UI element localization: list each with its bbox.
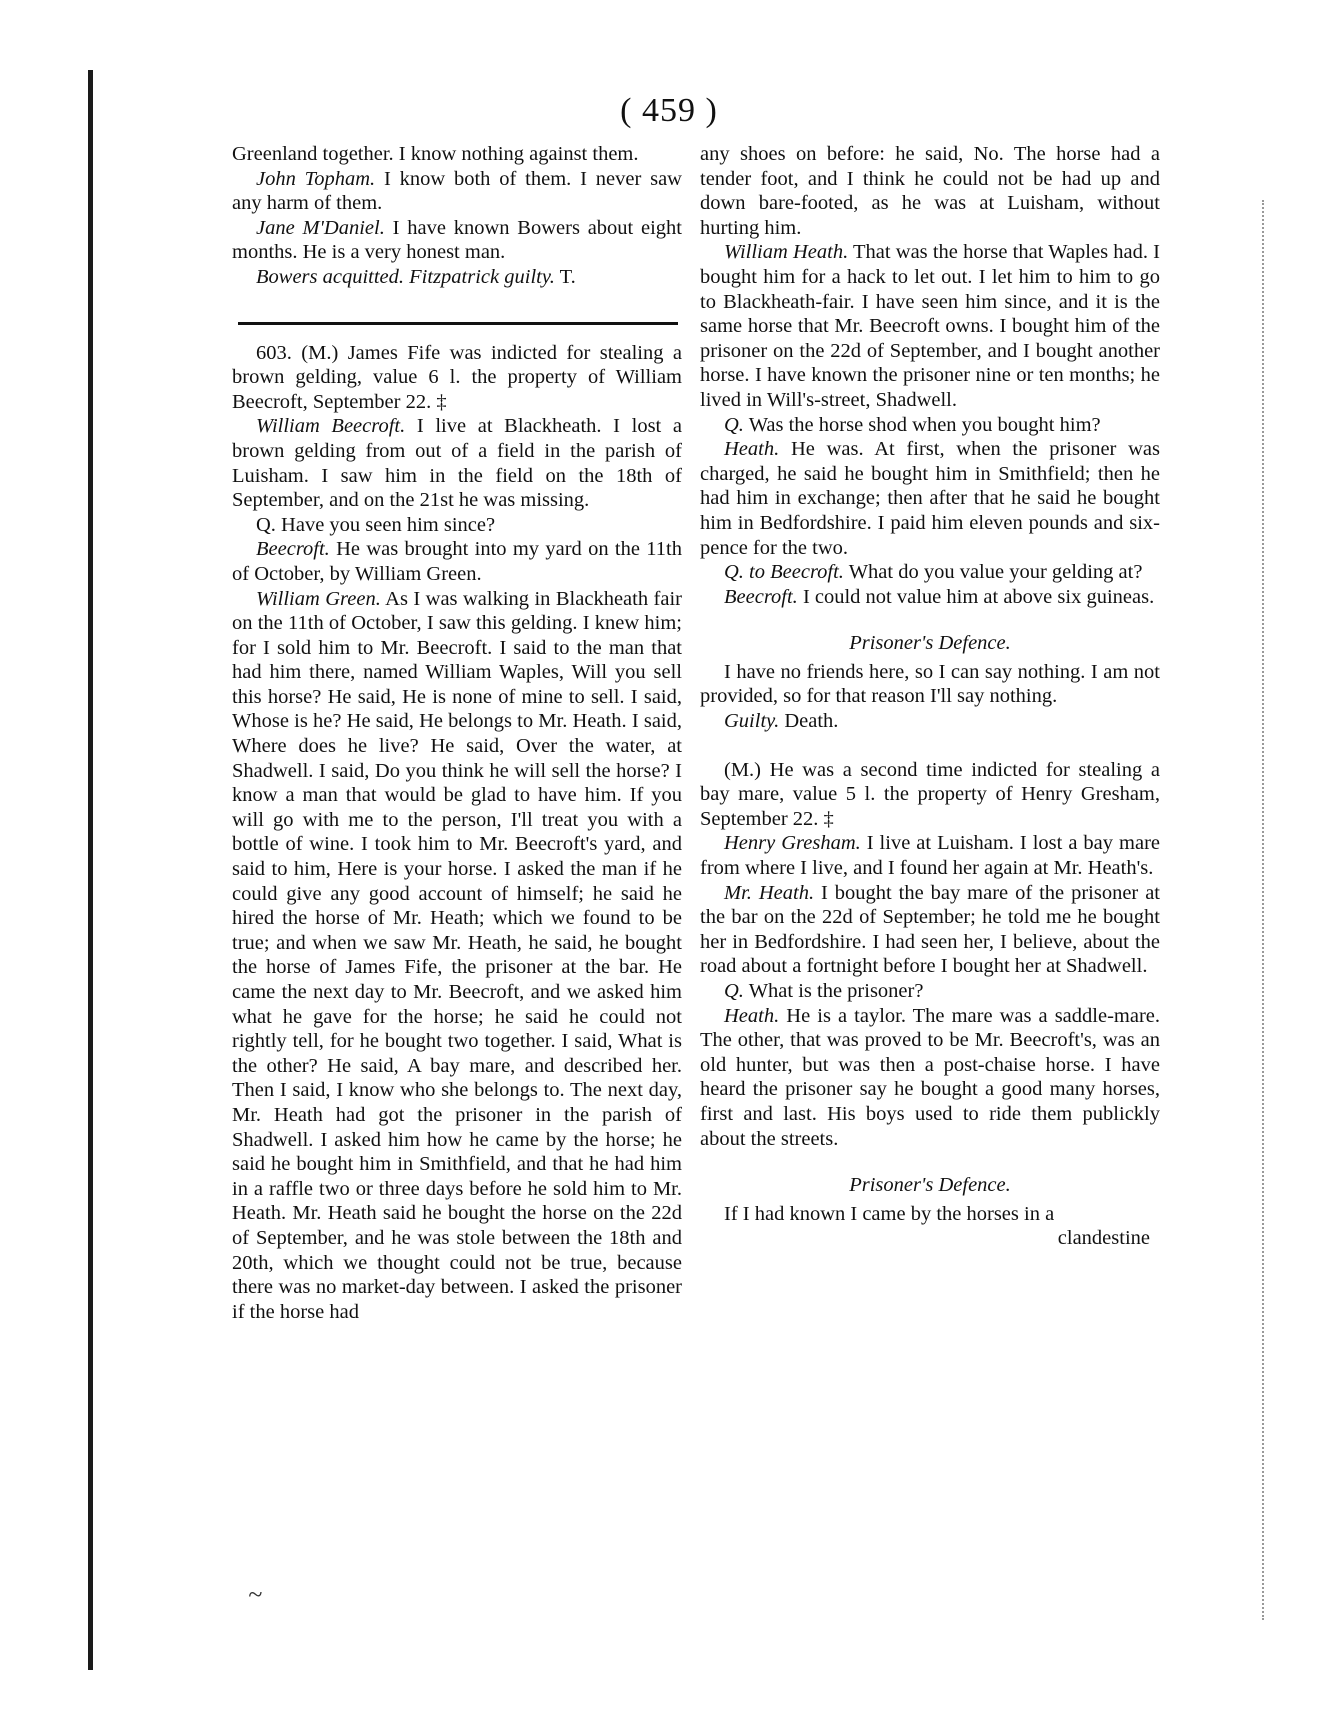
testimony-text: Was the horse shod when you bought him? bbox=[743, 413, 1101, 436]
verdict-text: Bowers acquitted. Fitzpatrick guilty. bbox=[256, 265, 555, 288]
continued-paragraph: Greenland together. I know nothing against them. bbox=[232, 143, 639, 165]
scan-edge-left bbox=[88, 70, 93, 1670]
speaker-name: Beecroft. bbox=[256, 538, 330, 561]
testimony-text: Q. Have you seen him since? bbox=[256, 513, 496, 536]
speaker-name: Beecroft. bbox=[724, 585, 798, 608]
testimony-paragraph bbox=[700, 1004, 1160, 1152]
left-column bbox=[232, 142, 682, 1324]
page-number: ( 459 ) bbox=[620, 92, 718, 129]
speaker-name: Mr. Heath. bbox=[724, 881, 815, 904]
testimony-paragraph bbox=[700, 831, 1160, 880]
section-heading: Prisoner's Defence. bbox=[849, 632, 1011, 655]
testimony-paragraph bbox=[700, 979, 1160, 1004]
stray-pen-mark: ~ bbox=[248, 1580, 263, 1609]
right-column bbox=[700, 142, 1160, 1251]
testimony-paragraph bbox=[232, 513, 682, 538]
speaker-name: Heath. bbox=[724, 438, 780, 461]
testimony-paragraph bbox=[700, 560, 1160, 585]
testimony-paragraph bbox=[700, 437, 1160, 560]
paragraph-spacer bbox=[700, 734, 1160, 758]
verdict-line bbox=[700, 709, 1160, 734]
testimony-text: I live at Luisham. I lost a bay mare from where I live, and I found her again at Mr. Heath's. bbox=[700, 832, 1160, 880]
speaker-name: Q. bbox=[724, 413, 744, 436]
testimony-text: I bought the bay mare of the prisoner at the bar on the 22d of September; he told me he bought her in Bedfordshire. I had seen her, I believe, about the road about a fortnight before I bought her at Shadwell. bbox=[700, 881, 1160, 978]
verdict-mark: Death. bbox=[779, 710, 839, 733]
testimony-paragraph bbox=[232, 414, 682, 512]
section-rule bbox=[238, 322, 678, 325]
testimony-text: That was the horse that Waples had. I bought him for a hack to let out. I let him to him to go to Blackheath-fair. I have seen him since, and it is the same horse that Mr. Beecroft owns. I bought him of the prisoner on the 22d of September, and I bought another horse. I have known the prisoner nine or ten months; he lived in Will's-street, Shadwell. bbox=[700, 241, 1160, 411]
section-heading: Prisoner's Defence. bbox=[849, 1174, 1011, 1197]
testimony-paragraph bbox=[700, 240, 1160, 412]
testimony-paragraph bbox=[700, 881, 1160, 979]
verdict-text: Guilty. bbox=[724, 710, 780, 733]
testimony-paragraph bbox=[700, 660, 1160, 709]
speaker-name: Henry Gresham. bbox=[724, 832, 861, 855]
testimony-text: I have known Bowers about eight months. He is a very honest man. bbox=[232, 216, 683, 264]
testimony-text: If I had known I came by the horses in a bbox=[724, 1202, 1055, 1225]
testimony-paragraph bbox=[700, 758, 1160, 832]
testimony-paragraph bbox=[232, 587, 682, 1325]
testimony-text: He is a taylor. The mare was a saddle-mare. The other, that was proved to be Mr. Beecroft's, was an old hunter, but was then a post-chaise horse. I have heard the prisoner say he bought a good many horses, first and last. His boys used to ride them publickly about the streets. bbox=[700, 1004, 1160, 1150]
testimony-text: (M.) He was a second time indicted for stealing a bay mare, value 5 l. the property of Henry Gresham, September 22. ‡ bbox=[700, 758, 1160, 830]
testimony-paragraph bbox=[232, 167, 682, 216]
scan-edge-right bbox=[1262, 200, 1265, 1620]
testimony-text: What do you value your gelding at? bbox=[843, 561, 1143, 584]
speaker-name: William Beecroft. bbox=[256, 415, 406, 438]
testimony-paragraph bbox=[700, 413, 1160, 438]
testimony-paragraph bbox=[232, 341, 682, 415]
testimony-paragraph bbox=[700, 585, 1160, 610]
speaker-name: Heath. bbox=[724, 1004, 780, 1027]
testimony-paragraph bbox=[232, 216, 682, 265]
catchword: clandestine bbox=[1057, 1227, 1150, 1250]
speaker-name: William Green. bbox=[256, 587, 381, 610]
speaker-name: Jane M'Daniel. bbox=[256, 216, 385, 239]
speaker-name: John Topham. bbox=[256, 167, 376, 190]
testimony-text: I live at Blackheath. I lost a brown gelding from out of a field in the parish of Luisham. I saw him in the field on the 18th of September, and on the 21st he was missing. bbox=[232, 415, 682, 512]
testimony-text: As I was walking in Blackheath fair on the 11th of October, I saw this gelding. I knew him; for I sold him to Mr. Beecroft. I said to the man that had him there, named William Waples, Will you sell this horse? He said, He is none of mine to sell. I said, Whose is he? He said, He belongs to Mr. Heath. I said, Where does he live? He said, Over the water, at Shadwell. I said, Do you think he will sell the horse? I know a man that would be glad to have him. If you will go with me to the person, I'll treat you with a bottle of wine. I took him to Mr. Beecroft's yard, and said to him, Here is your horse. I asked the man if he could give any good account of himself; he said he hired the horse of Mr. Heath; which we found to be true; and when we saw Mr. Heath, he said, he bought the horse of James Fife, the prisoner at the bar. He came the next day to Mr. Beecroft, and we asked him what he gave for the horse; he said he could not rightly tell, for he bought two together. I said, What is the other? He said, A bay mare, and described her. Then I said, I know who she belongs to. The next day, Mr. Heath had got the prisoner in the parish of Shadwell. I asked him how he came by the horse; he said he bought him in Smithfield, and that he had him in a raffle two or three days before he sold him to Mr. Heath. Mr. Heath said he bought the horse on the 22d of September, and he was stole between the 18th and 20th, which we thought could not be true, because there was no market-day between. I asked the prisoner if the horse had bbox=[232, 587, 682, 1323]
testimony-text: He was brought into my yard on the 11th of October, by William Green. bbox=[232, 538, 682, 585]
testimony-text: 603. (M.) James Fife was indicted for stealing a brown gelding, value 6 l. the property of William Beecroft, September 22. ‡ bbox=[232, 341, 682, 413]
testimony-paragraph bbox=[700, 1202, 1160, 1227]
testimony-text: I have no friends here, so I can say nothing. I am not provided, so for that reason I'll say nothing. bbox=[700, 660, 1160, 708]
verdict-line bbox=[232, 265, 682, 290]
verdict-mark: T. bbox=[554, 265, 576, 288]
speaker-name: William Heath. bbox=[724, 241, 849, 264]
speaker-name: Q. to Beecroft. bbox=[724, 561, 844, 584]
speaker-name: Q. bbox=[724, 980, 744, 1002]
continued-paragraph: any shoes on before: he said, No. The horse had a tender foot, and I think he could not be had up and down bare-footed, as he was at Luisham, without hurting him. bbox=[700, 143, 1160, 239]
testimony-text: I know both of them. I never saw any harm of them. bbox=[232, 167, 682, 215]
testimony-text: What is the prisoner? bbox=[743, 980, 924, 1002]
testimony-text: I could not value him at above six guineas. bbox=[797, 585, 1155, 608]
testimony-paragraph bbox=[232, 537, 682, 586]
testimony-text: He was. At first, when the prisoner was charged, he said he bought him in Smithfield; then he had him in exchange; then after that he said he bought him in Bedfordshire. I paid him eleven pounds and six-pence for the two. bbox=[700, 438, 1160, 559]
